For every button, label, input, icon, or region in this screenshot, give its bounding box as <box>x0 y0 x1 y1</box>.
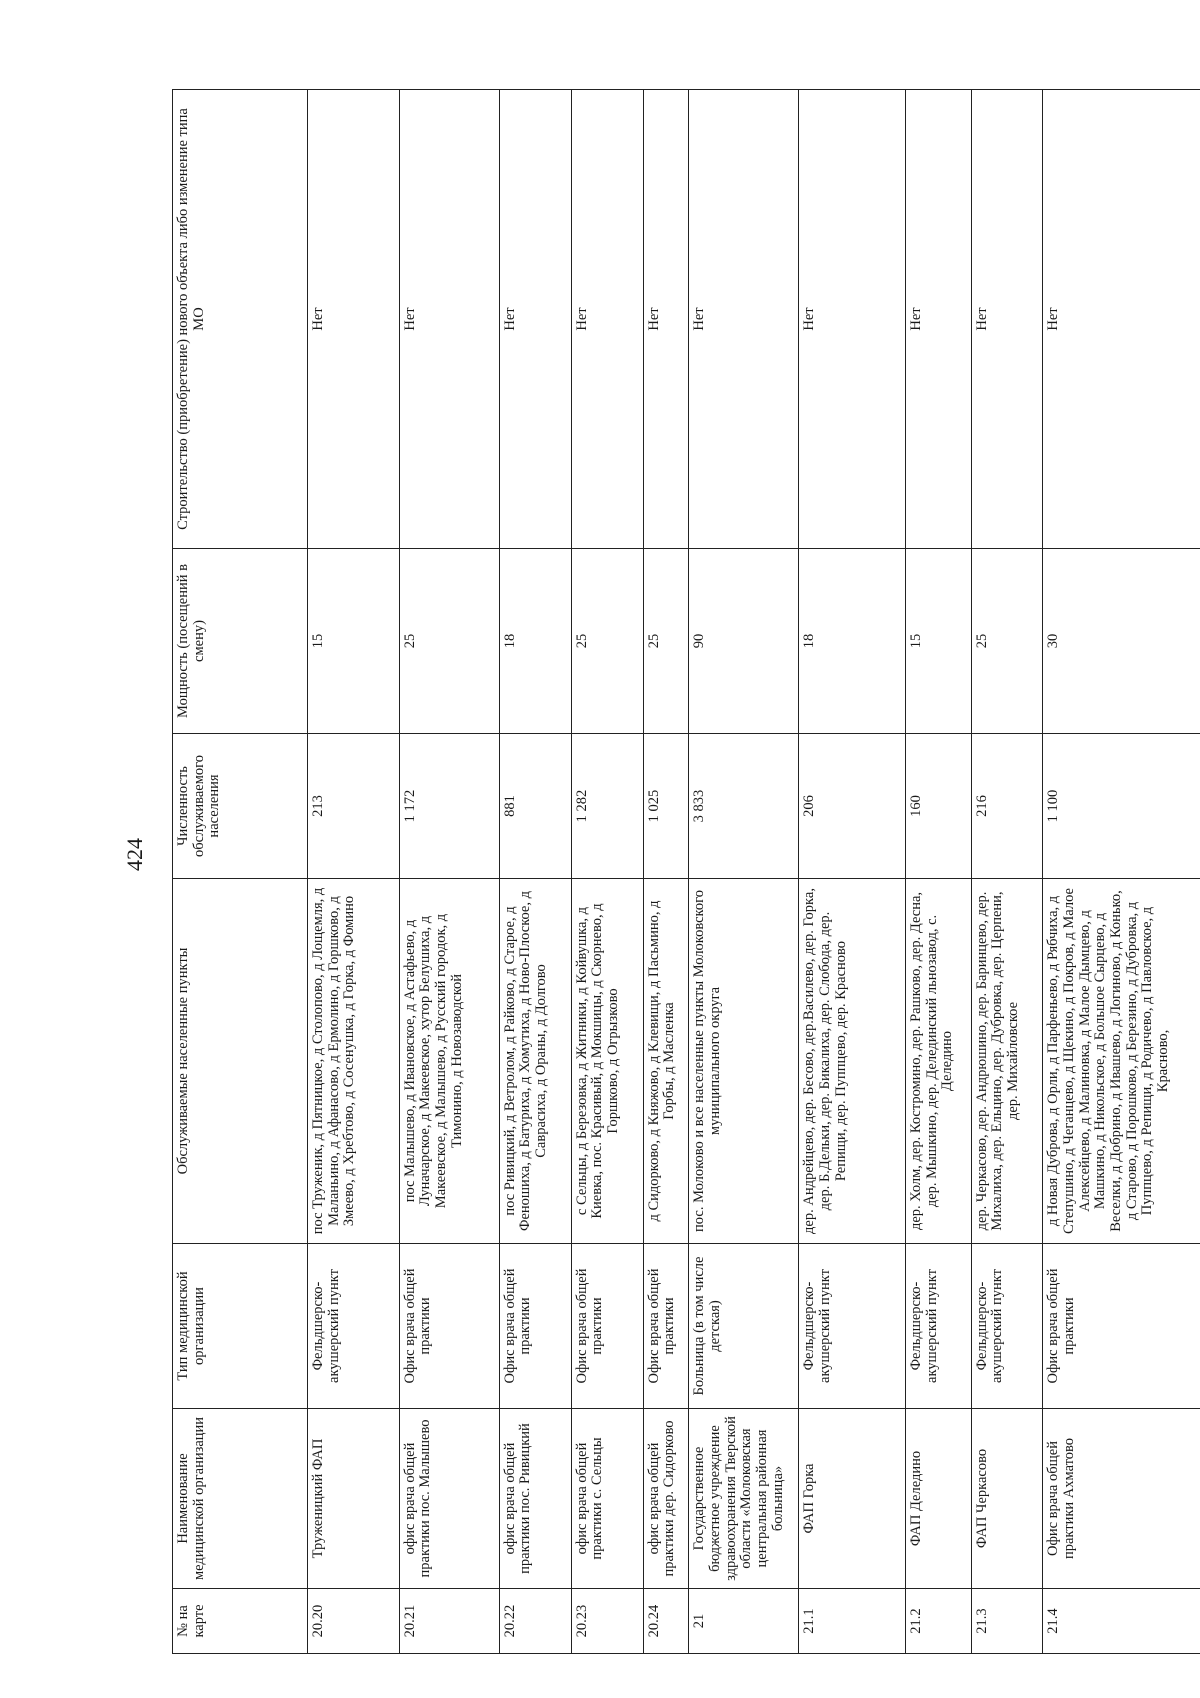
cell-org-name: Труженицкий ФАП <box>308 1409 400 1589</box>
table-row <box>689 90 799 1654</box>
cell-capacity: 90 <box>689 549 799 734</box>
cell-org-name: офис врача общей практики пос. Малышево <box>399 1409 499 1589</box>
cell-org-name: Офис врача общей практики Ахматово <box>1043 1409 1200 1589</box>
table-row <box>799 90 906 1654</box>
header-org-name: Наименование медицинской организации <box>173 1409 308 1589</box>
cell-population: 1 100 <box>1043 734 1200 879</box>
cell-capacity: 25 <box>643 549 689 734</box>
cell-construction: Нет <box>499 90 571 549</box>
cell-org-name: ФАП Деледино <box>906 1409 971 1589</box>
table-row <box>499 90 571 1654</box>
cell-construction: Нет <box>1043 90 1200 549</box>
cell-map-number: 20.20 <box>308 1589 400 1654</box>
cell-capacity: 25 <box>571 549 643 734</box>
cell-population: 1 025 <box>643 734 689 879</box>
header-org-type: Тип медицинской организации <box>173 1244 308 1409</box>
cell-map-number: 21.2 <box>906 1589 971 1654</box>
cell-population: 213 <box>308 734 400 879</box>
cell-settlements: дер. Андрейцево, дер. Бесово, дер.Василево, дер. Горка, дер. Б.Дельки, дер. Бикалиха, дер. Слобода, дер. Репищи, дер. Пуппцево, дер. Красново <box>799 879 906 1244</box>
cell-org-type: Фельдшерско-акушерский пункт <box>799 1244 906 1409</box>
cell-construction: Нет <box>906 90 971 549</box>
cell-org-type: Офис врача общей практики <box>499 1244 571 1409</box>
cell-org-type: Больница (в том числе детская) <box>689 1244 799 1409</box>
cell-settlements: пос Труженик, д Пятницкое, д Столопово, д Лощемля, д Маланьино, д Афанасово, д Ермолино, д Горшково, д Змеево, д Хребтово, д Сосенушка, д Горка, д Фомино <box>308 879 400 1244</box>
table-row <box>643 90 689 1654</box>
cell-construction: Нет <box>643 90 689 549</box>
cell-construction: Нет <box>308 90 400 549</box>
table-row <box>308 90 400 1654</box>
header-map-number: № на карте <box>173 1589 308 1654</box>
cell-population: 160 <box>906 734 971 879</box>
cell-map-number: 21 <box>689 1589 799 1654</box>
cell-capacity: 18 <box>799 549 906 734</box>
cell-settlements: дер. Холм, дер. Костромино, дер. Рашково, дер. Десна, дер. Мышкино, дер. Делединский льнозавод, с. Деледино <box>906 879 971 1244</box>
cell-population: 1 282 <box>571 734 643 879</box>
cell-map-number: 20.24 <box>643 1589 689 1654</box>
cell-capacity: 25 <box>971 549 1043 734</box>
cell-org-type: Офис врача общей практики <box>399 1244 499 1409</box>
cell-map-number: 20.22 <box>499 1589 571 1654</box>
table-row <box>399 90 499 1654</box>
table-row <box>971 90 1043 1654</box>
cell-construction: Нет <box>799 90 906 549</box>
cell-construction: Нет <box>971 90 1043 549</box>
cell-capacity: 18 <box>499 549 571 734</box>
cell-construction: Нет <box>399 90 499 549</box>
cell-org-type: Офис врача общей практики <box>571 1244 643 1409</box>
cell-settlements: д Новая Дуброва, д Орли, д Парфеньево, д Рябчиха, д Степушино, д Чеганцево, д Щекино, д Покров, д Малое Алексейцево, д Малиновка, д Малое Дымцево, д Машкино, д Никольское, д Большое Сырцево, д Веселки, д Добрино, д Ивашево, д Логиново, д Конько, д Старово, д Порошково, д Березино, д Дубровка, д Пуппцево, д Репищи, д Родичево, д Павловское, д Красново, <box>1043 879 1200 1244</box>
cell-construction: Нет <box>689 90 799 549</box>
cell-population: 881 <box>499 734 571 879</box>
cell-settlements: пос. Молоково и все населенные пункты Молоковского муниципального округа <box>689 879 799 1244</box>
cell-map-number: 20.23 <box>571 1589 643 1654</box>
cell-population: 3 833 <box>689 734 799 879</box>
cell-map-number: 20.21 <box>399 1589 499 1654</box>
page-number: 424 <box>122 838 147 872</box>
cell-org-name: офис врача общей практики с. Сельцы <box>571 1409 643 1589</box>
cell-capacity: 15 <box>906 549 971 734</box>
rotated-page-content <box>172 90 1200 1654</box>
table-row <box>571 90 643 1654</box>
cell-capacity: 25 <box>399 549 499 734</box>
table-header-row <box>173 90 308 1654</box>
cell-org-name: офис врача общей практики дер. Сидорково <box>643 1409 689 1589</box>
cell-map-number: 21.1 <box>799 1589 906 1654</box>
cell-settlements: пос Малышево, д Ивановское, д Астафьево, д Луначарское, д Макеевское, хутор Белушиха, д Макеевское, д Малышево, д Русский городок, д Тимонино, д Новозаводской <box>399 879 499 1244</box>
header-capacity: Мощность (посещений в смену) <box>173 549 308 734</box>
cell-settlements: с Сельцы, д Березовка, д Житники, д Койвушка, д Киевка, пос. Красивый, д Мокшицы, д Скорнево, д Горшково, д Огрызково <box>571 879 643 1244</box>
cell-construction: Нет <box>571 90 643 549</box>
cell-org-name: офис врача общей практики пос. Ривицкий <box>499 1409 571 1589</box>
cell-org-type: Фельдшерско-акушерский пункт <box>971 1244 1043 1409</box>
cell-capacity: 30 <box>1043 549 1200 734</box>
header-settlements: Обслуживаемые населенные пункты <box>173 879 308 1244</box>
cell-settlements: пос Ривицкий, д Ветролом, д Райково, д Старое, д Феношиха, д Батуриха, д Хомутиха, д Ново-Плоское, д Саврасиха, д Ораны, д Долгово <box>499 879 571 1244</box>
cell-org-type: Фельдшерско-акушерский пункт <box>308 1244 400 1409</box>
cell-settlements: дер. Черкасово, дер. Андрюшино, дер. Баринцево, дер. Михалиха, дер. Ельцино, дер. Дубровка, дер. Церпени, дер. Михайловское <box>971 879 1043 1244</box>
table-body <box>308 90 1200 1654</box>
cell-org-name: ФАП Горка <box>799 1409 906 1589</box>
table-row <box>906 90 971 1654</box>
cell-org-name: Государственное бюджетное учреждение здравоохранения Тверской области «Молоковская центральная районная больница» <box>689 1409 799 1589</box>
cell-population: 206 <box>799 734 906 879</box>
cell-map-number: 21.3 <box>971 1589 1043 1654</box>
cell-org-type: Фельдшерско-акушерский пункт <box>906 1244 971 1409</box>
table-row <box>1043 90 1200 1654</box>
header-construction: Строительство (приобретение) нового объекта либо изменение типа МО <box>173 90 308 549</box>
cell-org-type: Офис врача общей практики <box>643 1244 689 1409</box>
cell-org-type: Офис врача общей практики <box>1043 1244 1200 1409</box>
cell-population: 216 <box>971 734 1043 879</box>
cell-population: 1 172 <box>399 734 499 879</box>
cell-map-number: 21.4 <box>1043 1589 1200 1654</box>
cell-capacity: 15 <box>308 549 400 734</box>
cell-org-name: ФАП Черкасово <box>971 1409 1043 1589</box>
header-population: Численность обслуживаемого населения <box>173 734 308 879</box>
cell-settlements: д Сидорково, д Княжово, д Клевищи, д Пасьмино, д Горбы, д Масленка <box>643 879 689 1244</box>
medical-organizations-table <box>172 89 1200 1654</box>
